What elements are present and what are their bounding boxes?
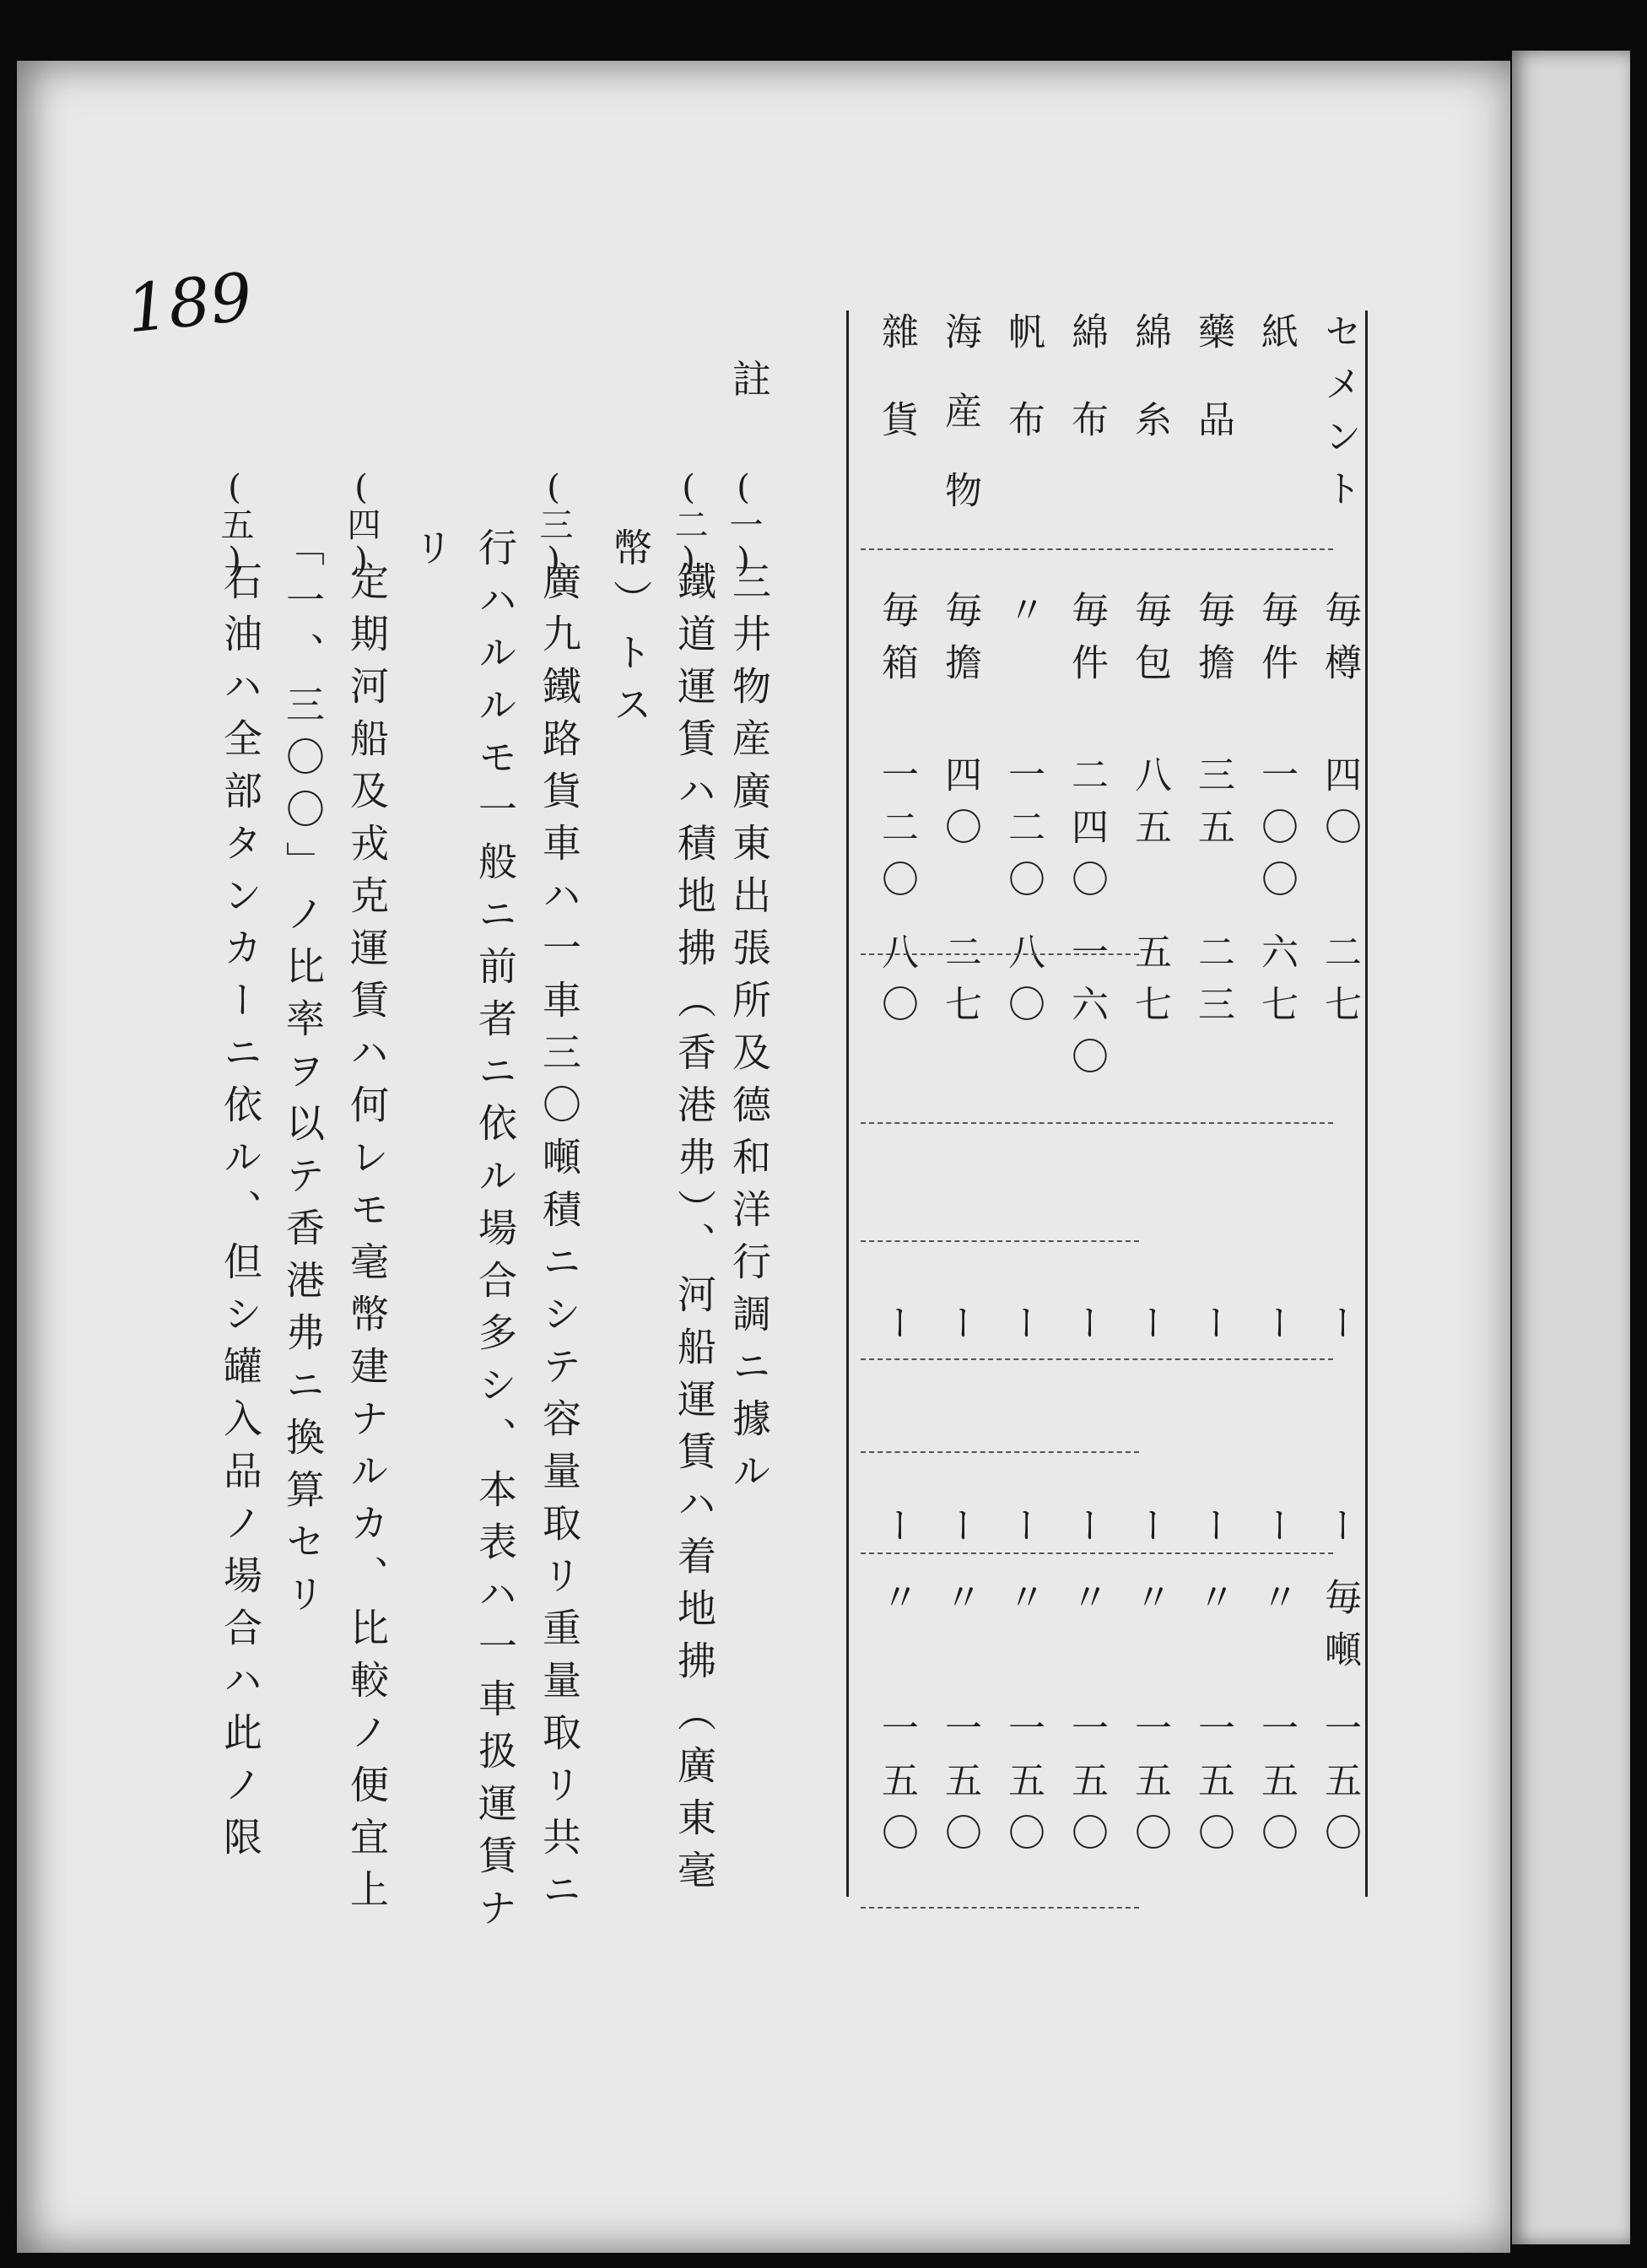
table-rule [861,1240,1139,1242]
note-line: 廣九鐵路貨車ハ一車三〇噸積ニシテ容量取リ重量取リ共ニ [537,561,582,1921]
table-cell-value-1: 八五 [1128,755,1171,860]
table-cell-dash-2: ー [1318,1506,1361,1558]
table-cell-unit: 毎件 [1255,591,1298,695]
table-cell-value-2: 八〇 [1002,932,1045,1037]
table-cell-item: 藥品 [1191,312,1234,488]
table-cell-item: 帆布 [1002,312,1045,488]
table-cell-value-2: 八〇 [875,932,918,1037]
table-cell-item: 雜貨 [875,312,918,488]
note-line: 行ハルルモ一般ニ前者ニ依ル場合多シ、本表ハ一車扱運賃ナ [472,527,518,1940]
page-number: 189 [122,259,256,348]
table-cell-value-3: 一五〇 [1191,1709,1234,1866]
table-cell-value-1: 二四〇 [1065,755,1108,912]
note-line: 三井物産廣東出張所及德和洋行調ニ據ル [726,561,772,1503]
table-rule [861,1907,1139,1909]
table-cell-value-3: 一五〇 [1128,1709,1171,1866]
table-cell-dash-2: ー [1065,1506,1108,1558]
table-cell-value-2: 二三 [1191,932,1234,1037]
table-cell-value-2: 一六〇 [1065,932,1108,1089]
table-cell-unit-3: 〃 [875,1578,918,1630]
table-cell-value-3: 一五〇 [1002,1709,1045,1866]
table-cell-dash-2: ー [938,1506,981,1558]
table-cell-unit-3: 〃 [1128,1578,1171,1630]
table-rule [861,1358,1333,1360]
note-marker: (二) [669,468,708,580]
table-cell-value-3: 一五〇 [1255,1709,1298,1866]
table-cell-unit-3: 〃 [938,1578,981,1630]
table-cell-value-1: 一二〇 [875,755,918,912]
table-cell-value-1: 四〇 [938,755,981,860]
table-cell-dash-2: ー [1191,1506,1234,1558]
notes-heading: 註 [726,359,772,411]
table-cell-dash-1: ー [875,1304,918,1356]
table-cell-value-3: 一五〇 [1065,1709,1108,1866]
table-cell-item: 海産物 [938,312,981,550]
table-cell-dash-1: ー [1191,1304,1234,1356]
table-cell-dash-1: ー [1318,1304,1361,1356]
table-cell-unit: 毎樽 [1318,591,1361,695]
table-cell-unit-3: 〃 [1002,1578,1045,1630]
table-cell-value-1: 四〇 [1318,755,1361,860]
note-marker: (三) [534,468,573,580]
table-cell-dash-1: ー [1255,1304,1298,1356]
note-line: リ [408,527,454,580]
note-line: 鐵道運賃ハ積地拂（香港弗）、河船運賃ハ着地拂（廣東毫 [672,561,717,1902]
table-rule [861,1552,1333,1554]
note-line: 定期河船及戎克運賃ハ何レモ毫幣建ナルカ、比較ノ便宜上 [344,561,390,1921]
table-cell-value-2: 二七 [938,932,981,1037]
table-cell-dash-1: ー [1002,1304,1045,1356]
note-line: 幣）トス [608,527,653,737]
table-cell-item: セメント [1318,312,1361,521]
table-cell-dash-2: ー [1255,1506,1298,1558]
table-cell-item: 紙 [1255,312,1298,400]
table-cell-value-3: 一五〇 [1318,1709,1361,1866]
table-cell-unit: 毎包 [1128,591,1171,695]
table-cell-unit: 毎箱 [875,591,918,695]
table-cell-dash-2: ー [1128,1506,1171,1558]
note-line: 石油ハ全部タンカーニ依ル、但シ罐入品ノ場合ハ此ノ限 [218,561,263,1869]
table-rule [861,548,1333,550]
freight-rate-table [846,310,1368,1897]
table-cell-value-2: 五七 [1128,932,1171,1037]
table-cell-dash-2: ー [1002,1506,1045,1558]
adjacent-page-edge [1512,51,1630,2244]
table-cell-unit-3: 〃 [1191,1578,1234,1630]
table-rule [861,953,1139,955]
table-cell-value-1: 一二〇 [1002,755,1045,912]
table-cell-value-2: 六七 [1255,932,1298,1037]
table-cell-unit: 毎擔 [938,591,981,695]
table-cell-unit-3: 〃 [1065,1578,1108,1630]
note-marker: (五) [215,468,254,580]
note-marker: (一) [724,468,763,580]
note-line: 「一、三〇〇」ノ比率ヲ以テ香港弗ニ換算セリ [280,527,326,1626]
table-rule [861,1451,1139,1453]
table-cell-value-3: 一五〇 [938,1709,981,1866]
table-cell-value-2: 二七 [1318,932,1361,1037]
table-cell-item: 綿糸 [1128,312,1171,488]
table-rule [861,1122,1333,1124]
table-cell-unit-3: 毎噸 [1318,1578,1361,1682]
table-cell-item: 綿布 [1065,312,1108,488]
table-cell-dash-1: ー [1065,1304,1108,1356]
table-cell-unit: 〃 [1002,591,1045,643]
table-cell-value-1: 三五 [1191,755,1234,860]
table-cell-unit: 毎擔 [1191,591,1234,695]
table-cell-unit: 毎件 [1065,591,1108,695]
note-marker: (四) [342,468,381,580]
table-cell-value-3: 一五〇 [875,1709,918,1866]
table-cell-dash-2: ー [875,1506,918,1558]
table-cell-dash-1: ー [938,1304,981,1356]
table-cell-value-1: 一〇〇 [1255,755,1298,912]
table-cell-unit-3: 〃 [1255,1578,1298,1630]
table-cell-dash-1: ー [1128,1304,1171,1356]
